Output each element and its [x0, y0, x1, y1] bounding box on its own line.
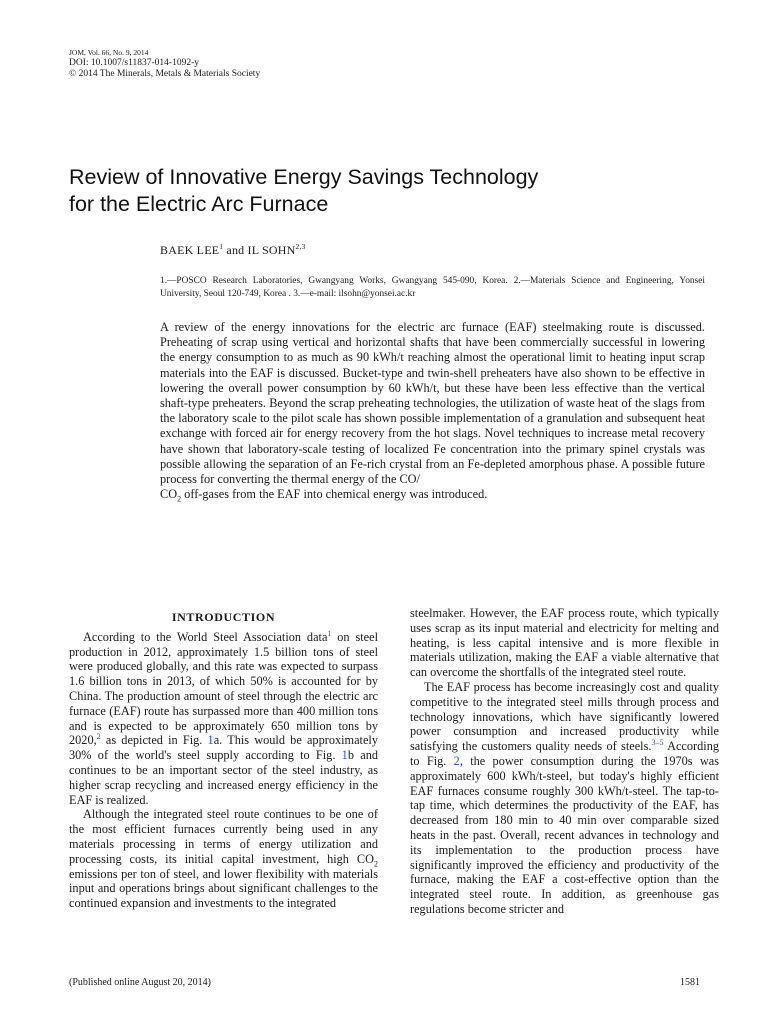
- text-run: emissions per ton of steel, and lower flexibility with materials input and operations brings about significant challenges to the continued expansion and investments to the integrated: [69, 866, 378, 911]
- author-separator: and: [223, 243, 248, 257]
- author-1-affil-marker: 1: [219, 242, 224, 251]
- text-run: on steel production in 2012, approximately 1.5 billion tons of steel were produced globally, and this rate was expected to surpass 1.6 billion tons in 2013, of which 50% is accounted for by China. The production amount of steel through the electric arc furnace (EAF) route has surpassed more than 400 million tons and is expected to be approximately 650 million tons by 2020,: [69, 629, 378, 748]
- author-list: [160, 242, 305, 258]
- citation-link-1[interactable]: 1: [327, 628, 332, 638]
- co2-subscript: 2: [374, 859, 378, 869]
- citation-link-3-5[interactable]: 3–5: [651, 738, 664, 748]
- article-title: [69, 164, 689, 218]
- title-line-2: for the Electric Arc Furnace: [69, 192, 329, 216]
- text-run: b and continues to be an important sector of the steel industry, as higher scrap recycling and increased energy efficiency in the EAF is realized.: [69, 748, 378, 807]
- figure-link-1b[interactable]: 1: [341, 748, 348, 763]
- text-run: Although the integrated steel route continues to be one of the most efficient furnaces currently being used in any materials processing in terms of energy utilization and processing costs, its initial capital investment, high CO: [69, 807, 378, 866]
- intro-paragraph-1: [69, 630, 378, 808]
- abstract-tail: off-gases from the EAF into chemical energy was introduced.: [181, 487, 488, 502]
- intro-paragraph-2-cont: steelmaker. However, the EAF process route, which typically uses scrap as its input material and electricity for melting and heating, is less capital intensive and is more flexible in materials utilization, making the EAF a viable alternative that can overcome the shortfalls of the integrated steel route.: [410, 606, 719, 680]
- text-run: , the power consumption during the 1970s was approximately 600 kWh/t-steel, but today's highly efficient EAF furnaces consume roughly 300 kWh/t-steel. The tap-to-tap time, which determines the productivity of the EAF, has decreased from 180 min to 40 min over comparable sized heats in the past. Overall, recent advances in technology and its implementation to the production process have significantly improved the efficiency and productivity of the furnace, making the EAF a cost-effective option than the integrated steel route. In addition, as greenhouse gas regulations become stricter and: [410, 753, 719, 916]
- author-2: IL SOHN: [247, 243, 296, 257]
- figure-link-1a[interactable]: 1: [207, 733, 214, 748]
- intro-paragraph-3: [410, 680, 719, 917]
- citation-link-2[interactable]: 2: [96, 732, 101, 742]
- affiliations: 1.—POSCO Research Laboratories, Gwangyang Works, Gwangyang 545-090, Korea. 2.—Materials Science and Engineering, Yonsei University, Seoul 120-749, Korea . 3.—e-mail: ilsohn@yonsei.ac.kr: [160, 276, 705, 299]
- publication-date: (Published online August 20, 2014): [69, 977, 211, 988]
- journal-meta: [69, 47, 260, 80]
- text-run: According to the World Steel Association data: [83, 629, 328, 644]
- page-number: 1581: [680, 977, 700, 988]
- author-2-affil-marker: 2,3: [295, 242, 306, 251]
- text-run: a. This would be approximately 30% of the world's steel supply according to Fig.: [69, 733, 378, 763]
- column-left: [69, 610, 378, 911]
- abstract-main: A review of the energy innovations for the electric arc furnace (EAF) steelmaking route is discussed. Preheating of scrap using vertical and horizontal shafts that have been commercially successful in lowering the energy consumption to as much as 90 kWh/t reaching almost the operational limit to heating input scrap materials into the EAF is discussed. Bucket-type and twin-shell preheaters have also shown to be effective in lowering the overall power consumption by 60 kWh/t, but these have been less effective than the vertical shaft-type preheaters. Beyond the scrap preheating technologies, the utilization of waste heat of the slags from the laboratory scale to the pilot scale has shown possible implementation of a granulation and subsequent heat exchange with forced air for energy recovery from the hot slags. Novel techniques to increase metal recovery have shown that laboratory-scale testing of localized Fe concentration into the primary spinel crystals was possible allowing the separation of an Fe-rich crystal from an Fe-depleted amorphous phase. A possible future process for converting the thermal energy of the CO/: [160, 320, 705, 487]
- journal-citation: JOM, Vol. 66, No. 9, 2014: [69, 48, 149, 57]
- abstract-co2: CO: [160, 487, 178, 502]
- abstract-co2-subscript: 2: [177, 494, 182, 504]
- figure-link-2[interactable]: 2: [453, 753, 460, 768]
- intro-paragraph-2: [69, 807, 378, 911]
- text-run: as depicted in Fig.: [100, 733, 208, 748]
- text-run: The EAF process has become increasingly cost and quality competitive to the integrated steel mills through process and technology innovations, which have significantly lowered power consumption and increased productivity while satisfying the customers quality needs of steels.: [410, 679, 719, 754]
- copyright-notice: © 2014 The Minerals, Metals & Materials Society: [69, 69, 261, 79]
- title-line-1: Review of Innovative Energy Savings Technology: [69, 165, 539, 189]
- doi-link[interactable]: DOI: 10.1007/s11837-014-1092-y: [69, 58, 199, 68]
- abstract: [160, 320, 705, 502]
- column-right: [410, 606, 719, 917]
- author-1: BAEK LEE: [160, 243, 220, 257]
- section-heading-introduction: INTRODUCTION: [171, 610, 276, 624]
- text-run: According to Fig.: [410, 739, 719, 768]
